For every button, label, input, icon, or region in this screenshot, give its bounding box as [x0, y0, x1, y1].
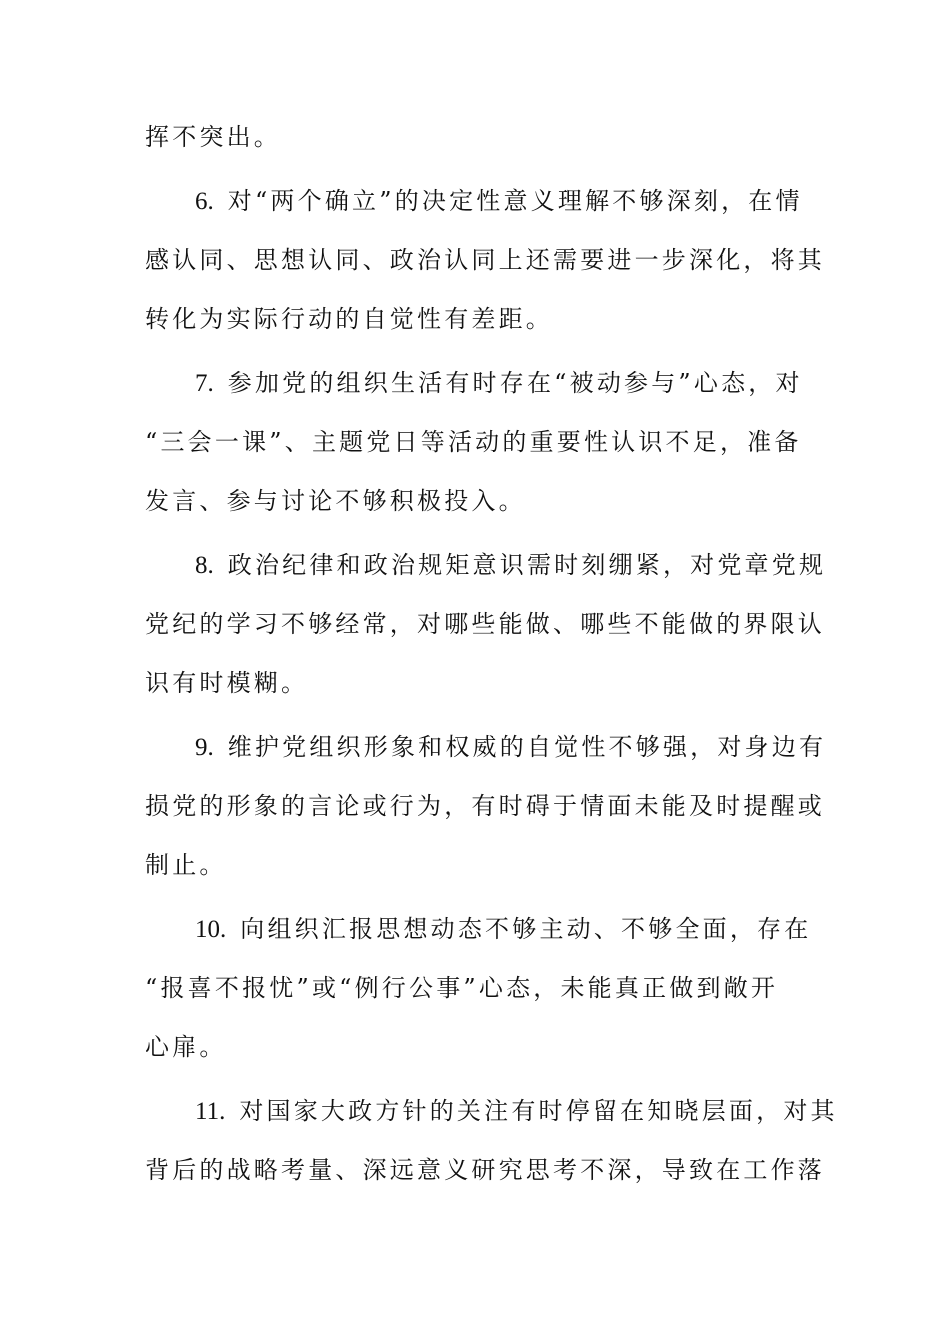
text-line: 对国家大政方针的关注有时停留在知晓层面，对其	[239, 1097, 838, 1125]
item-number: 9.	[195, 734, 214, 761]
text-line: 感认同、思想认同、政治认同上还需要进一步深化，将其	[145, 246, 825, 274]
text-line: 向组织汇报思想动态不够主动、不够全面，存在	[240, 915, 812, 943]
text-line: 识有时模糊。	[145, 669, 309, 697]
item-number: 8.	[195, 552, 214, 579]
text-line: 参加党的组织生活有时存在“被动参与”心态，对	[227, 369, 803, 397]
paragraph-item-6	[145, 181, 825, 358]
text-line: 维护党组织形象和权威的自觉性不够强，对身边有	[227, 733, 827, 761]
item-number: 11.	[195, 1098, 226, 1125]
paragraph-item-7	[145, 363, 807, 540]
paragraph-item-11	[145, 1091, 838, 1209]
document-page	[145, 117, 838, 1209]
paragraph-item-9	[145, 727, 827, 904]
text-line: 转化为实际行动的自觉性有差距。	[145, 305, 553, 333]
text-line: 党纪的学习不够经常，对哪些能做、哪些不能做的界限认	[145, 610, 825, 638]
text-line: 发言、参与讨论不够积极投入。	[145, 487, 526, 515]
item-number: 7.	[195, 370, 214, 397]
text-line: 心扉。	[145, 1033, 227, 1061]
text-line: 背后的战略考量、深远意义研究思考不深，导致在工作落	[145, 1156, 825, 1184]
text-line: 损党的形象的言论或行为，有时碍于情面未能及时提醒或	[145, 792, 825, 820]
text-line: 政治纪律和政治规矩意识需时刻绷紧，对党章党规	[227, 551, 827, 579]
text-line: “三会一课”、主题党日等活动的重要性认识不足，准备	[145, 428, 802, 456]
paragraph-item-10	[145, 909, 812, 1086]
text-line: 挥不突出。	[145, 123, 281, 151]
item-number: 10.	[195, 916, 227, 943]
item-number: 6.	[195, 188, 214, 215]
text-line: “报喜不报忧”或“例行公事”心态，未能真正做到敞开	[145, 974, 779, 1002]
text-line: 制止。	[145, 851, 227, 879]
paragraph-item-8	[145, 545, 827, 722]
text-line: 对“两个确立”的决定性意义理解不够深刻，在情	[227, 187, 803, 215]
paragraph-continuation	[145, 117, 807, 176]
